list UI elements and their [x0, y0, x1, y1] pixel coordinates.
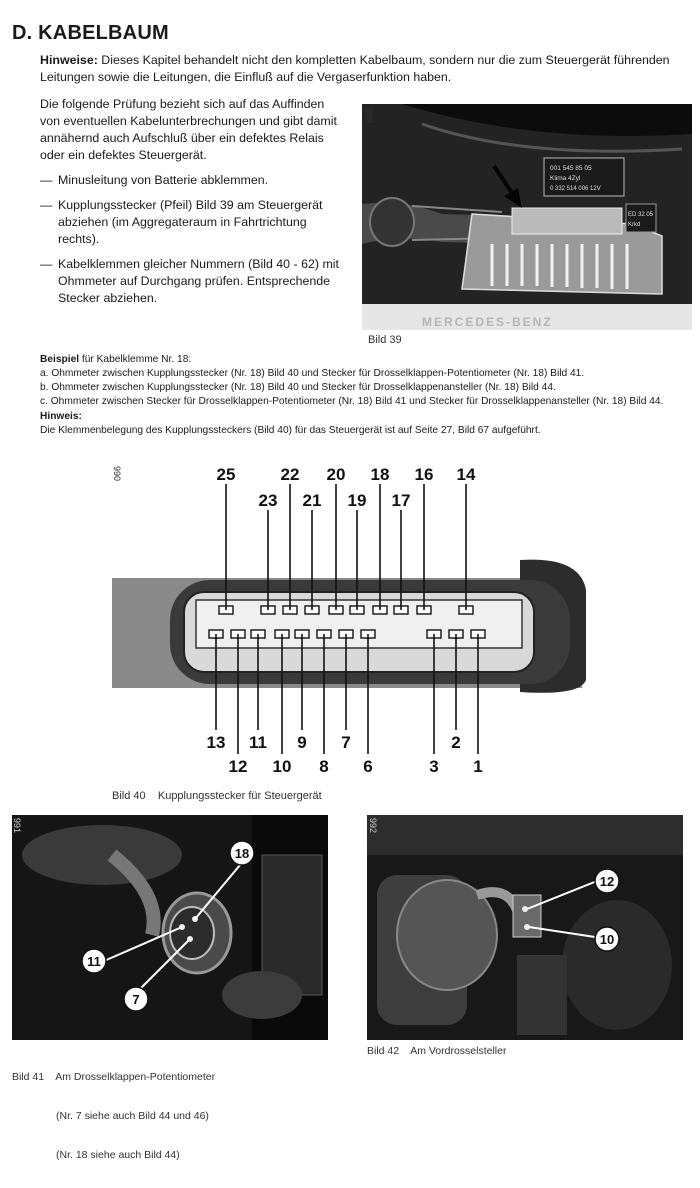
example-title — [40, 353, 690, 367]
pin-number-label: 10 — [272, 757, 292, 776]
callout-text: 18 — [234, 846, 250, 861]
pin-number-label: 13 — [206, 733, 226, 752]
photo-bild-42 — [367, 815, 683, 1040]
step-text: Minusleitung von Batterie abklemmen. — [58, 173, 269, 187]
intro-paragraph: Die folgende Prüfung bezieht sich auf das Auffinden von eventuellen Kabelunterbrechungen und gibt damit annähernd auch Aufschluß über ein defektes Relais oder ein defektes Steuergerät. — [40, 97, 337, 162]
callout-text: 12 — [599, 874, 615, 889]
label-7 — [124, 987, 148, 1011]
instructions-column — [40, 96, 340, 315]
pin-number-label: 6 — [363, 757, 373, 776]
hint-text: Die Klemmenbelegung des Kupplungssteckers (Bild 40) für das Steuergerät ist auf Seite 27, Bild 67 aufgeführt. — [40, 425, 541, 436]
example-title-bold: Beispiel — [40, 354, 80, 365]
photo-bild-39 — [362, 104, 692, 330]
step-dash: — — [40, 173, 53, 187]
caption-line: (Nr. 18 siehe auch Bild 44) — [56, 1149, 180, 1161]
pin-number-label: 18 — [370, 465, 390, 484]
control-unit-photo — [362, 104, 692, 330]
pin-number-label: 9 — [297, 733, 307, 752]
pin-number-label: 25 — [216, 465, 236, 484]
pin-number-label: 23 — [258, 491, 278, 510]
side-code-42: 992 — [368, 818, 378, 834]
hinweise-note — [40, 52, 680, 86]
caption-bild-40: Bild 40 Kupplungsstecker für Steuergerät — [112, 790, 322, 802]
relay-line: Klima 4Zyl — [550, 175, 581, 182]
side-code-41: 991 — [12, 818, 22, 834]
pre-throttle-actuator-photo — [367, 815, 683, 1040]
relay-line: 0 332 514 006 12V — [550, 186, 601, 192]
label-11 — [82, 949, 106, 973]
label-12 — [595, 869, 619, 893]
brand-text: MERCEDES-BENZ — [422, 315, 553, 329]
callout-text: 7 — [132, 992, 140, 1007]
pin-number-label: 3 — [429, 757, 439, 776]
callout-text: 11 — [87, 954, 101, 969]
hinweise-lead: Hinweise: — [40, 53, 98, 67]
connector-diagram-bild-40 — [100, 460, 600, 790]
step-text: Kabelklemmen gleicher Nummern (Bild 40 - 62) mit Ohmmeter auf Durchgang prüfen. Entsprechende Stecker abziehen. — [58, 257, 339, 305]
pin-number-label: 20 — [326, 465, 346, 484]
pin-number-label: 19 — [347, 491, 367, 510]
step-item — [40, 256, 340, 307]
example-item: b. Ohmmeter zwischen Kupplungsstecker (Nr. 18) Bild 40 und Stecker für Drosselklappenansteller (Nr. 18) Bild 44. — [40, 382, 556, 393]
step-text: Kupplungsstecker (Pfeil) Bild 39 am Steuergerät abziehen (im Aggregateraum in Fahrtrichtung rechts). — [58, 198, 323, 246]
example-item: c. Ohmmeter zwischen Stecker für Drosselklappen-Potentiometer (Nr. 18) Bild 41 und Stecker für Drosselklappenansteller (Nr. 18) Bild 44. — [40, 396, 664, 407]
side-code-40: 990 — [112, 466, 122, 482]
side-code-39: 989 — [364, 108, 374, 124]
step-dash: — — [40, 198, 53, 212]
relay2-line: Krkd — [628, 222, 641, 228]
caption-line: Bild 41 Am Drosselklappen-Potentiometer — [12, 1071, 216, 1083]
example-title-rest: für Kabelklemme Nr. 18: — [79, 354, 192, 365]
callout-text: 10 — [599, 932, 615, 947]
caption-bild-42: Bild 42 Am Vordrosselsteller — [367, 1045, 507, 1057]
hint-title: Hinweis: — [40, 411, 82, 422]
caption-line: (Nr. 7 siehe auch Bild 44 und 46) — [56, 1110, 209, 1122]
step-dash: — — [40, 257, 53, 271]
pin-number-label: 11 — [249, 733, 267, 752]
step-item — [40, 197, 340, 248]
pin-number-label: 7 — [341, 733, 351, 752]
pin-number-label: 16 — [414, 465, 434, 484]
relay2-line: ED 32 05 — [628, 212, 654, 218]
pin-number-label: 12 — [228, 757, 248, 776]
pin-number-label: 1 — [473, 757, 483, 776]
step-item — [40, 172, 340, 189]
hinweise-text: Dieses Kapitel behandelt nicht den kompletten Kabelbaum, sondern nur die zum Steuergerät führenden Leitungen sowie die Leitungen, die Einfluß auf die Vergaserfunktion haben. — [40, 53, 670, 84]
pin-number-label: 8 — [319, 757, 329, 776]
caption-bild-41 — [12, 1045, 215, 1188]
label-18 — [230, 841, 254, 865]
pin-number-label: 22 — [280, 465, 300, 484]
pin-number-label: 14 — [456, 465, 476, 484]
throttle-potentiometer-photo — [12, 815, 328, 1040]
example-block — [40, 353, 690, 438]
pin-number-label: 17 — [391, 491, 411, 510]
caption-bild-39: Bild 39 — [368, 334, 402, 346]
pin-number-label: 21 — [302, 491, 322, 510]
section-heading: D. KABELBAUM — [12, 22, 169, 44]
connector-svg — [100, 460, 600, 790]
pin-number-label: 2 — [451, 733, 461, 752]
example-item: a. Ohmmeter zwischen Kupplungsstecker (Nr. 18) Bild 40 und Stecker für Drosselklappen-Potentiometer (Nr. 18) Bild 41. — [40, 368, 585, 379]
label-10 — [595, 927, 619, 951]
photo-bild-41 — [12, 815, 328, 1040]
relay-line: 001 545 85 05 — [550, 165, 592, 172]
